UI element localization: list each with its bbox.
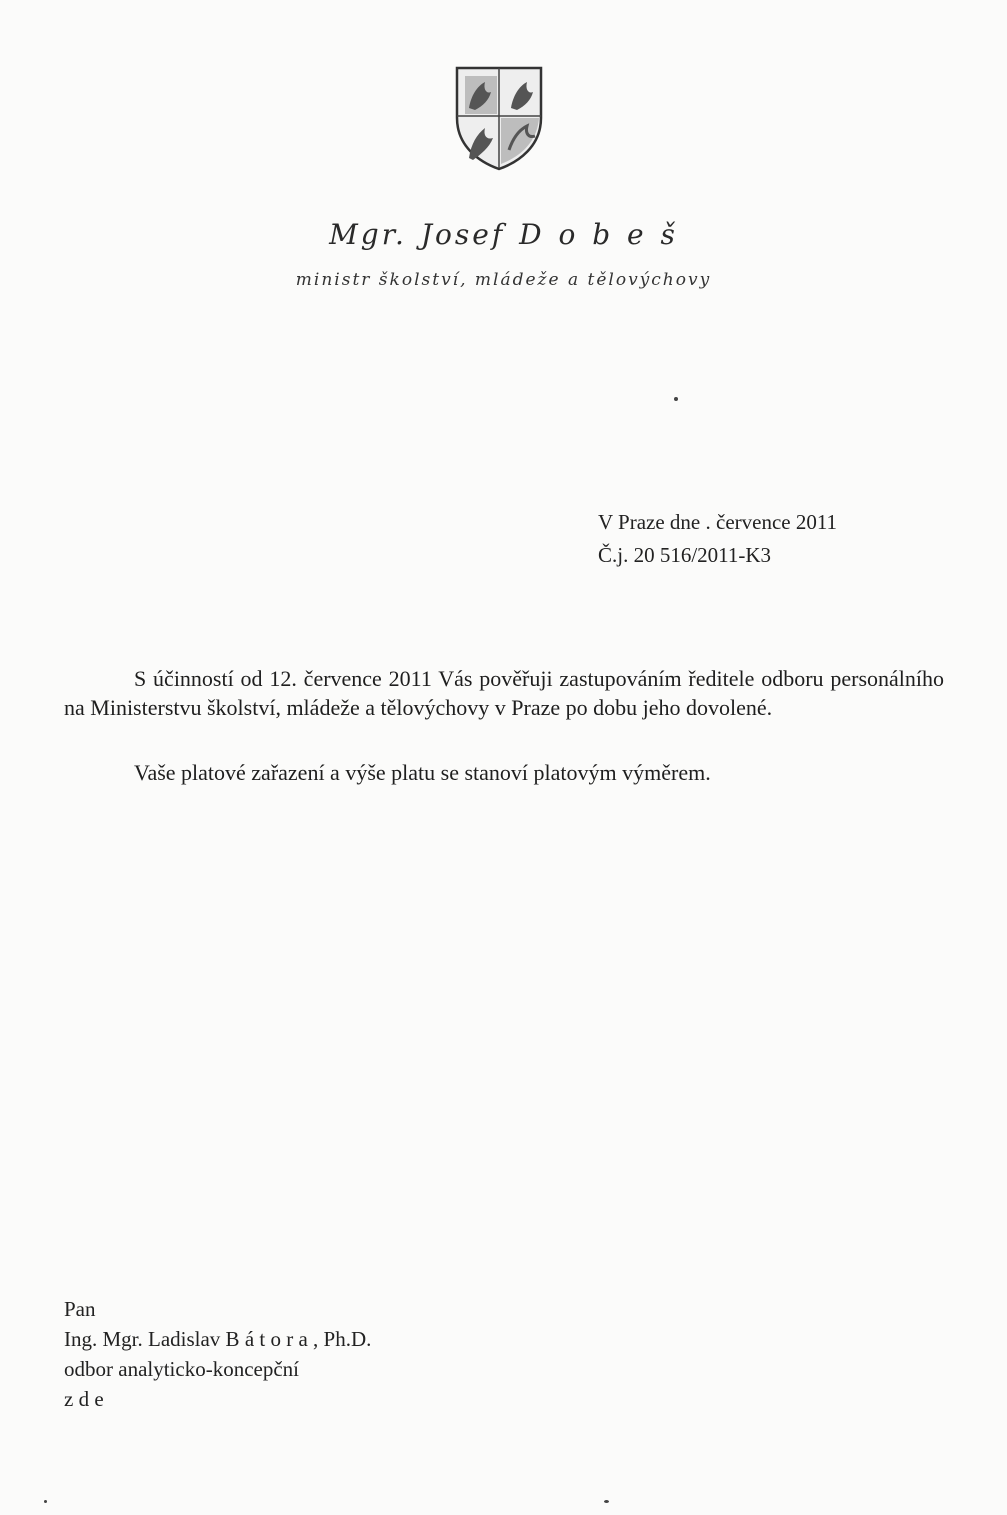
body-paragraph-2: Vaše platové zařazení a výše platu se stanoví platovým výměrem. bbox=[134, 760, 711, 785]
body-paragraph-1: S účinností od 12. července 2011 Vás pověřuji zastupováním ředitele odboru personálního na Ministerstvu školství, mládeže a tělovýchovy v Praze po dobu jeho dovolené. bbox=[64, 666, 944, 720]
sender-name: Mgr. Josef D o b e š bbox=[329, 218, 678, 251]
scan-speck bbox=[674, 397, 678, 401]
letter-meta bbox=[598, 506, 837, 572]
recipient-location: z d e bbox=[64, 1387, 104, 1411]
recipient-salutation: Pan bbox=[64, 1297, 96, 1321]
recipient-name: Ing. Mgr. Ladislav B á t o r a , Ph.D. bbox=[64, 1327, 372, 1351]
scan-speck bbox=[44, 1500, 47, 1503]
scan-speck bbox=[604, 1500, 609, 1503]
recipient-department: odbor analyticko-koncepční bbox=[64, 1357, 299, 1381]
coat-of-arms-icon bbox=[453, 64, 545, 172]
sender-title: ministr školství, mládeže a tělovýchovy bbox=[295, 270, 712, 290]
recipient-block bbox=[64, 1294, 371, 1414]
reference-number: Č.j. 20 516/2011-K3 bbox=[598, 543, 772, 567]
letter-body bbox=[64, 664, 944, 787]
place-date: V Praze dne . července 2011 bbox=[598, 510, 838, 534]
